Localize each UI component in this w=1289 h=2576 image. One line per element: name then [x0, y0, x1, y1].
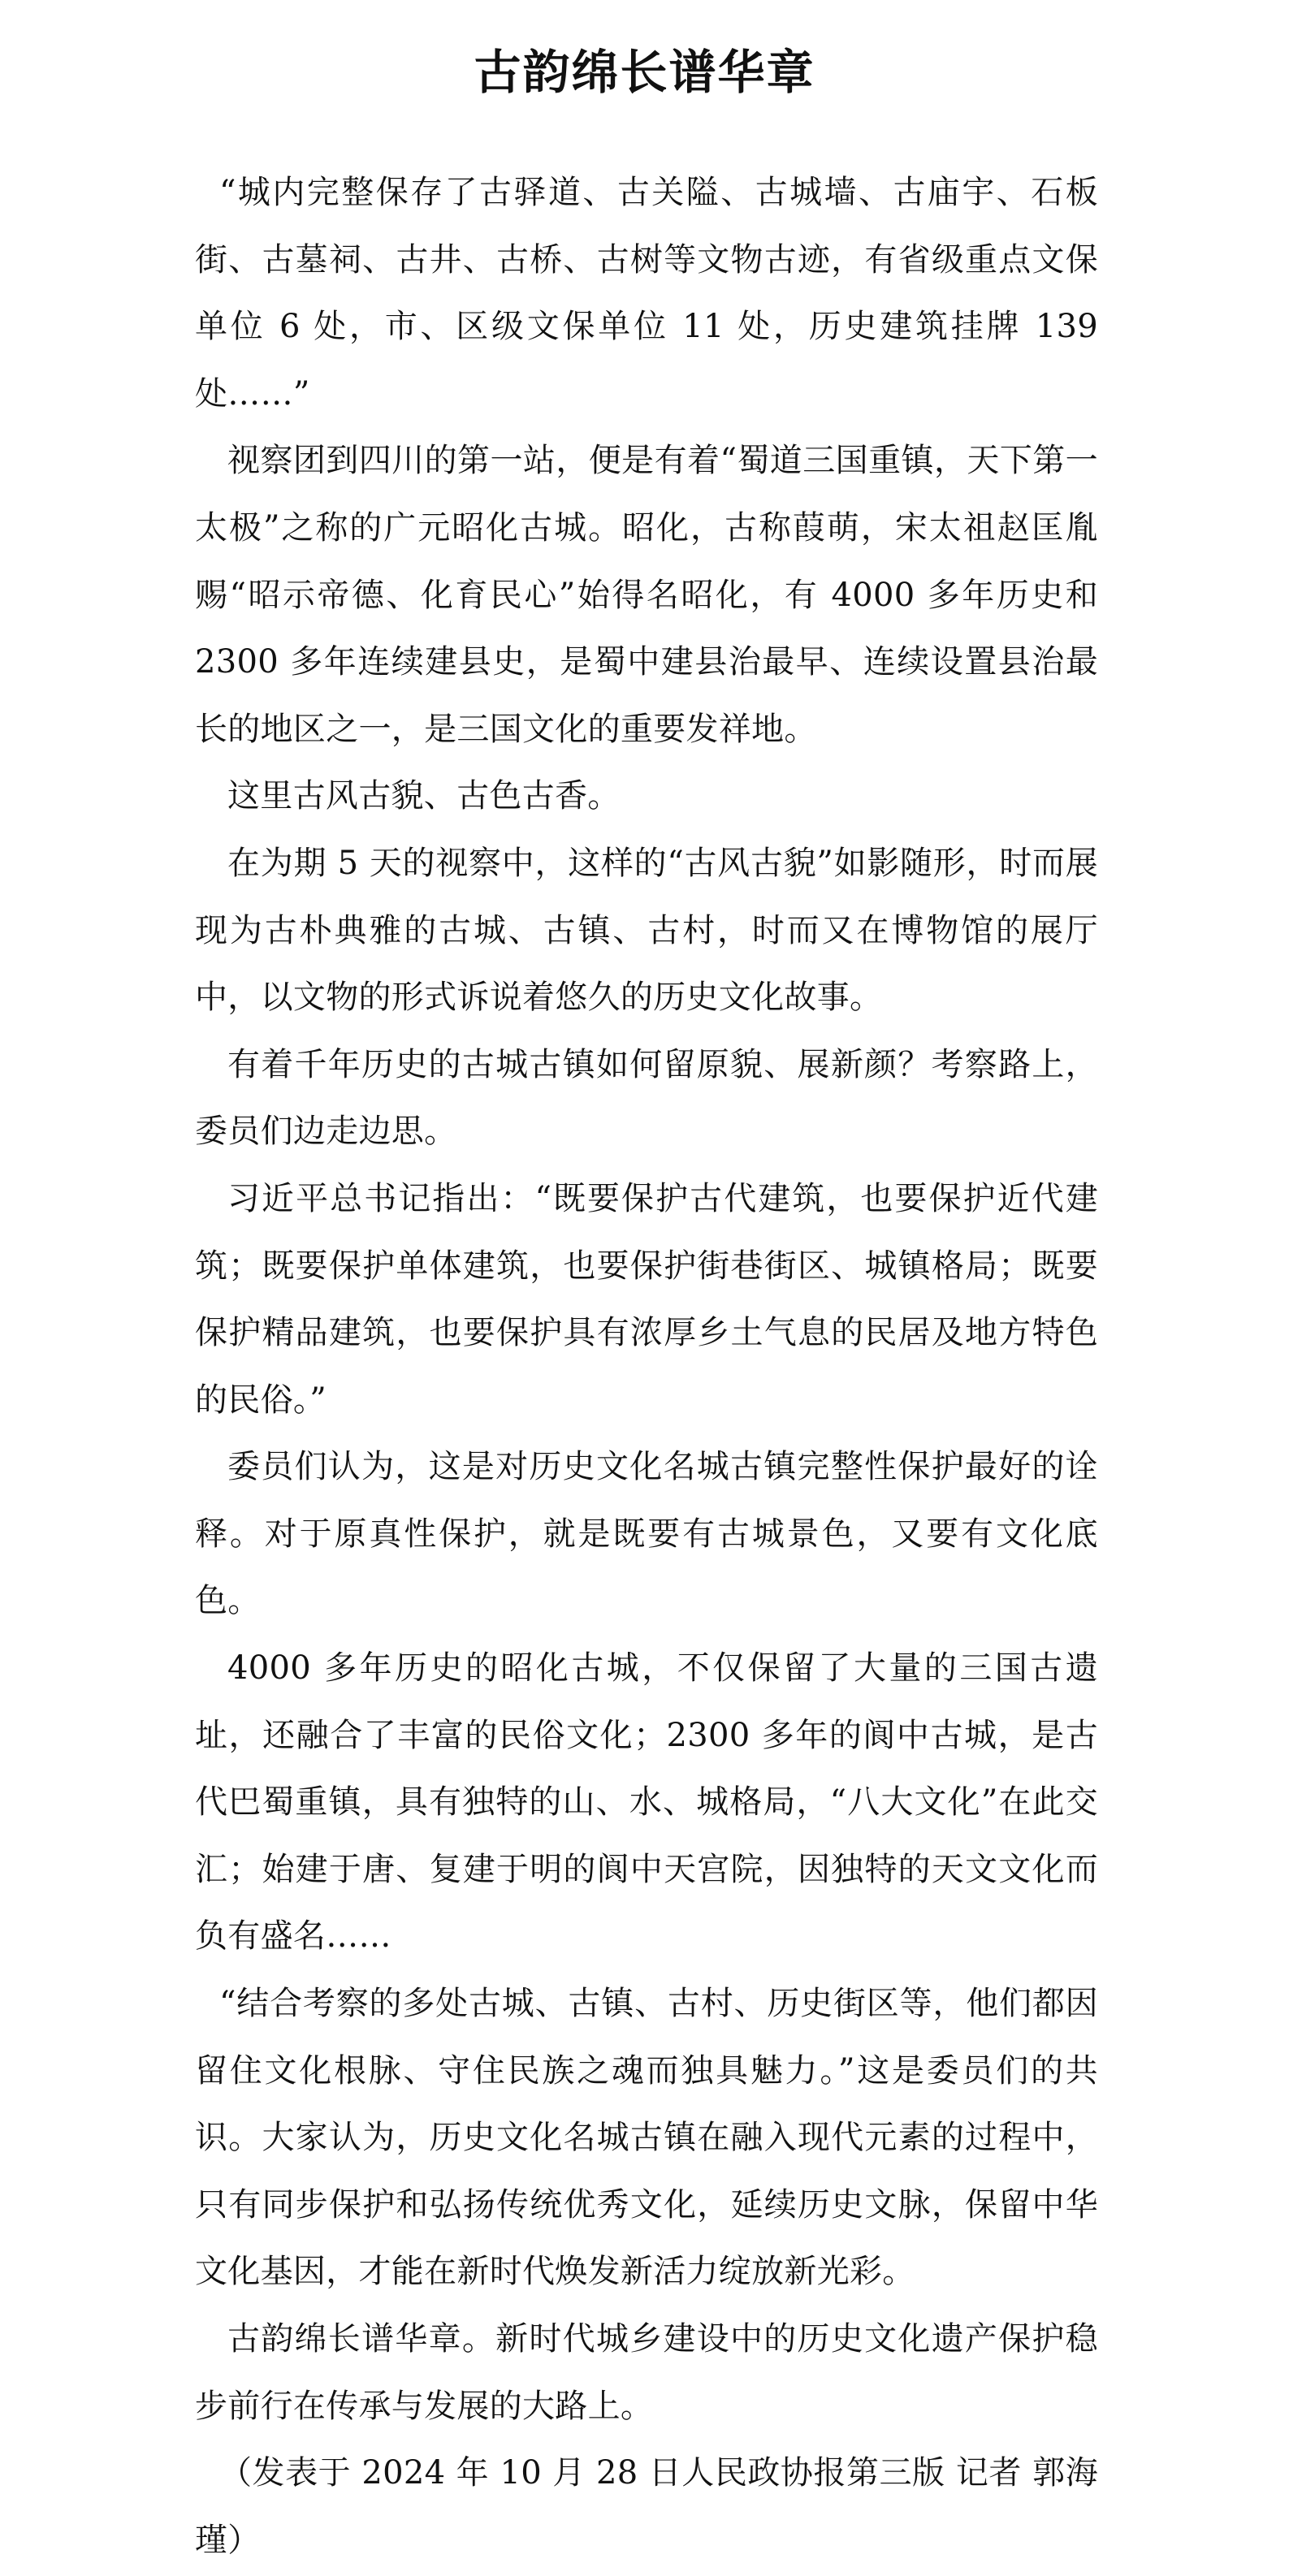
- paragraph-10: 古韵绵长谱华章。新时代城乡建设中的历史文化遗产保护稳步前行在传承与发展的大路上。: [195, 2320, 1098, 2425]
- paragraph-5: 有着千年历史的古城古镇如何留原貌、展新颜？考察路上，委员们边走边思。: [195, 1045, 1098, 1151]
- article-title: 古韵绵长谱华章: [474, 44, 815, 100]
- paragraph-7: 委员们认为，这是对历史文化名城古镇完整性保护最好的诠释。对于原真性保护，就是既要有古城景色，又要有文化底色。: [195, 1448, 1098, 1620]
- paragraph-2: 视察团到四川的第一站，便是有着“蜀道三国重镇，天下第一太极”之称的广元昭化古城。昭化，古称葭萌，宋太祖赵匡胤赐“昭示帝德、化育民心”始得名昭化，有 4000 多年历史和 2300 多年连续建县史，是蜀中建县治最早、连续设置县治最长的地区之一，是三国文化的重要发祥地。: [195, 442, 1098, 748]
- paragraph-6: 习近平总书记指出：“既要保护古代建筑，也要保护近代建筑；既要保护单体建筑，也要保护街巷街区、城镇格局；既要保护精品建筑，也要保护具有浓厚乡土气息的民居及地方特色的民俗。”: [195, 1179, 1098, 1419]
- article-body: [195, 159, 1098, 2574]
- paragraph-9: “结合考察的多处古城、古镇、古村、历史街区等，他们都因留住文化根脉、守住民族之魂而独具魅力。”这是委员们的共识。大家认为，历史文化名城古镇在融入现代元素的过程中，只有同步保护和弘扬传统优秀文化，延续历史文脉，保留中华文化基因，才能在新时代焕发新活力绽放新光彩。: [195, 1985, 1098, 2291]
- paragraph-1: “城内完整保存了古驿道、古关隘、古城墙、古庙宇、石板街、古墓祠、古井、古桥、古树等文物古迹，有省级重点文保单位 6 处，市、区级文保单位 11 处，历史建筑挂牌 139 处……”: [195, 174, 1098, 413]
- paragraph-3: 这里古风古貌、古色古香。: [227, 777, 621, 815]
- paragraph-8: 4000 多年历史的昭化古城，不仅保留了大量的三国古遗址，还融合了丰富的民俗文化；2300 多年的阆中古城，是古代巴蜀重镇，具有独特的山、水、城格局，“八大文化”在此交汇；始建于唐、复建于明的阆中天宫院，因独特的天文文化而负有盛名……: [195, 1649, 1098, 1956]
- paragraph-4: 在为期 5 天的视察中，这样的“古风古貌”如影随形，时而展现为古朴典雅的古城、古镇、古村，时而又在博物馆的展厅中，以文物的形式诉说着悠久的历史文化故事。: [195, 844, 1098, 1017]
- byline-note: （发表于 2024 年 10 月 28 日人民政协报第三版 记者 郭海瑾）: [195, 2454, 1098, 2559]
